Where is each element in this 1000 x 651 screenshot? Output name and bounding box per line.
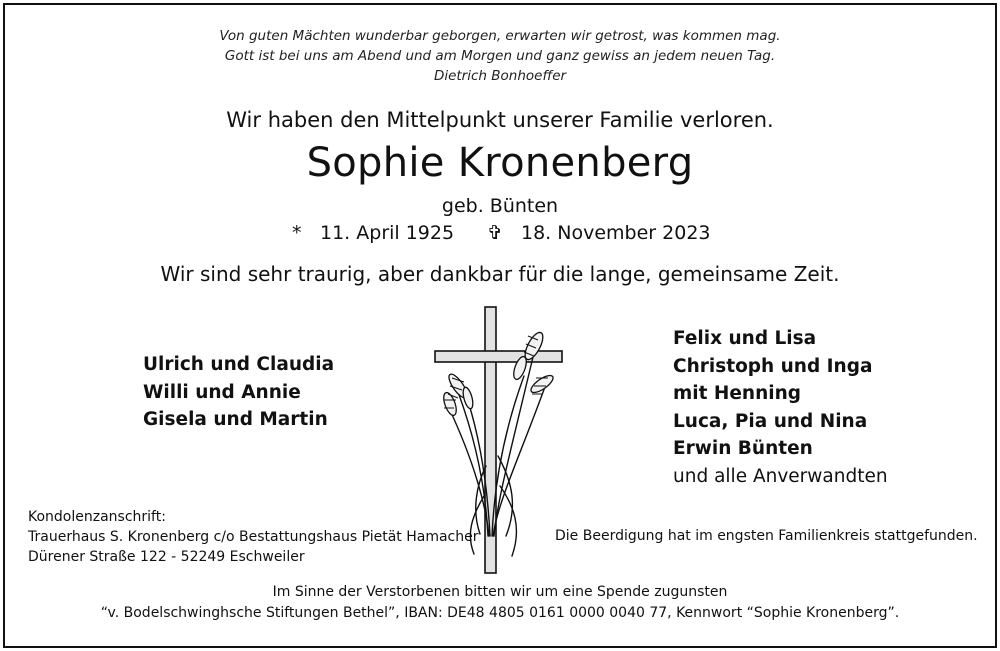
death-date: 18. November 2023: [521, 222, 711, 244]
life-dates: [0, 222, 1000, 250]
family-member: Ulrich und Claudia: [143, 354, 335, 375]
quote-line-1: Von guten Mächten wunderbar geborgen, erwarten wir getrost, was kommen mag.: [219, 28, 781, 44]
quote-line-2: Gott ist bei uns am Abend und am Morgen und ganz gewiss an jedem neuen Tag.: [224, 48, 776, 64]
family-right: [673, 325, 888, 490]
family-member: Erwin Bünten: [673, 438, 813, 459]
thanks-text: Wir sind sehr traurig, aber dankbar für die lange, gemeinsame Zeit.: [160, 262, 840, 286]
donation-line-1: Im Sinne der Verstorbenen bitten wir um eine Spende zugunsten: [272, 584, 728, 600]
donation-request: [0, 582, 1000, 624]
family-member: Christoph und Inga: [673, 355, 873, 377]
birth-star-icon: *: [292, 222, 302, 244]
quote-author: Dietrich Bonhoeffer: [433, 68, 567, 84]
donation-line-2: “v. Bodelschwinghsche Stiftungen Bethel”, IBAN: DE48 4805 0161 0000 0040 77, Kennwort “Sophie Kronenberg”.: [100, 605, 900, 621]
family-member: mit Henning: [673, 383, 802, 404]
family-member: Felix und Lisa: [673, 328, 817, 349]
family-member: Luca, Pia und Nina: [673, 410, 868, 432]
family-left: [143, 351, 334, 434]
condolence-line-1: Trauerhaus S. Kronenberg c/o Bestattungshaus Pietät Hamacher: [28, 529, 479, 545]
family-member: Willi und Annie: [143, 381, 301, 403]
funeral-note: Die Beerdigung hat im engsten Familienkreis stattgefunden.: [555, 528, 978, 544]
condolence-heading: Kondolenzanschrift:: [28, 509, 166, 525]
intro-text: Wir haben den Mittelpunkt unserer Familie verloren.: [226, 108, 774, 132]
birth-name: geb. Bünten: [441, 195, 559, 217]
relatives-line: und alle Anverwandten: [673, 465, 888, 487]
birth-date: 11. April 1925: [320, 222, 455, 244]
death-cross-icon: ✞: [487, 222, 503, 244]
condolence-line-2: Dürener Straße 122 - 52249 Eschweiler: [28, 549, 305, 565]
family-member: Gisela und Martin: [143, 409, 328, 430]
deceased-name: Sophie Kronenberg: [306, 140, 694, 186]
condolence-address: [28, 507, 478, 567]
